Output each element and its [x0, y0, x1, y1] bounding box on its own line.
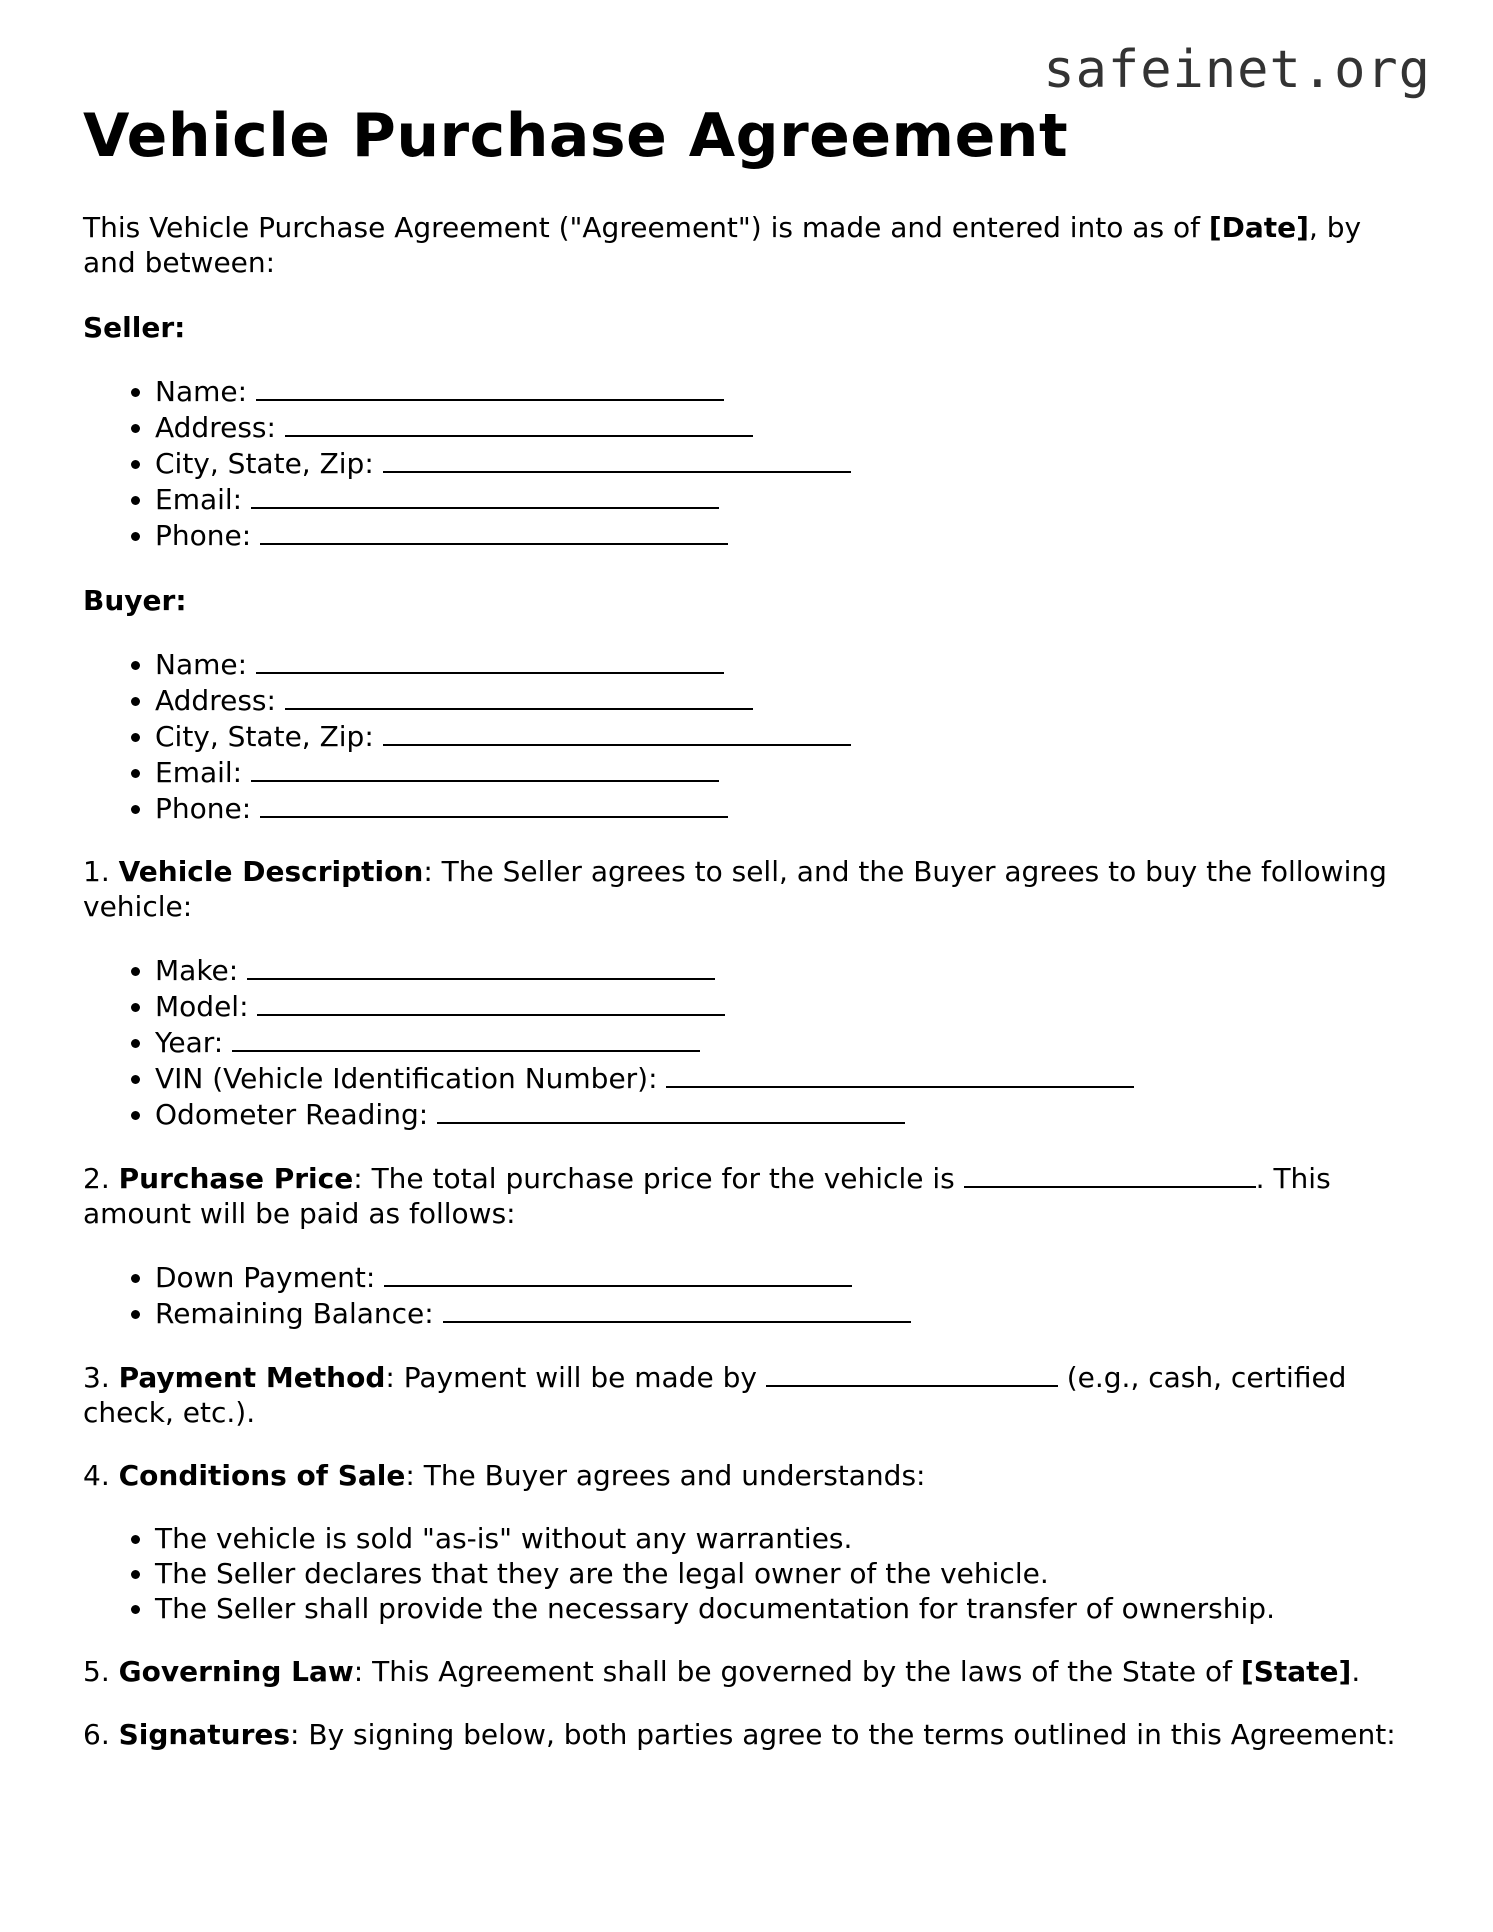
purchase-price-blank[interactable] [964, 1160, 1256, 1188]
payment-fields [83, 1259, 1413, 1331]
section-governing-law: 5. Governing Law: This Agreement shall be governed by the laws of the State of [State]. [83, 1655, 1361, 1688]
seller-name-field: • Name: [155, 373, 1413, 409]
seller-city-state-zip-field: • City, State, Zip: [155, 445, 1413, 481]
model-blank[interactable] [257, 988, 725, 1016]
payment-method-blank[interactable] [766, 1359, 1058, 1387]
down-payment-blank[interactable] [384, 1259, 852, 1287]
section-payment-method: 3. Payment Method: Payment will be made by (e.g., cash, certified check, etc.). [83, 1361, 1347, 1429]
section-conditions-of-sale: 4. Conditions of Sale: The Buyer agrees and understands: [83, 1459, 926, 1492]
page-title: Vehicle Purchase Agreement [83, 101, 1069, 171]
condition-item: • The Seller declares that they are the legal owner of the vehicle. [155, 1556, 1413, 1591]
buyer-email-blank[interactable] [251, 754, 719, 782]
remaining-balance-blank[interactable] [443, 1295, 911, 1323]
year-blank[interactable] [232, 1024, 700, 1052]
section-title: Conditions of Sale [118, 1459, 406, 1492]
vin-blank[interactable] [666, 1060, 1134, 1088]
make-field: • Make: [155, 952, 1413, 988]
odometer-blank[interactable] [437, 1096, 905, 1124]
seller-email-blank[interactable] [251, 481, 719, 509]
state-placeholder: [State] [1240, 1655, 1352, 1688]
seller-name-blank[interactable] [256, 373, 724, 401]
section-purchase-price: 2. Purchase Price: The total purchase price for the vehicle is . This amount will be paid as follows: [83, 1162, 1331, 1230]
intro-text: This Vehicle Purchase Agreement ("Agreement") is made and entered into as of [83, 211, 1209, 244]
buyer-name-field: • Name: [155, 646, 1413, 682]
model-field: • Model: [155, 988, 1413, 1024]
buyer-city-state-zip-field: • City, State, Zip: [155, 718, 1413, 754]
watermark: safeinet.org [1043, 40, 1431, 100]
section-title: Governing Law [118, 1655, 354, 1688]
seller-city-state-zip-blank[interactable] [383, 445, 851, 473]
seller-email-field: • Email: [155, 481, 1413, 517]
seller-phone-blank[interactable] [260, 517, 728, 545]
condition-item: • The vehicle is sold "as-is" without any warranties. [155, 1521, 1413, 1556]
buyer-heading: Buyer: [83, 584, 187, 617]
document-page [83, 100, 1413, 1752]
odometer-field: • Odometer Reading: [155, 1096, 1413, 1132]
date-placeholder: [Date] [1208, 211, 1309, 244]
section-title: Purchase Price [118, 1162, 354, 1195]
intro-rest: , by and between: [83, 211, 1362, 279]
conditions-list [83, 1521, 1413, 1626]
seller-phone-field: • Phone: [155, 517, 1413, 553]
vehicle-fields [83, 952, 1413, 1132]
buyer-phone-blank[interactable] [260, 790, 728, 818]
section-title: Vehicle Description [118, 855, 424, 888]
buyer-fields [83, 646, 1413, 826]
make-blank[interactable] [247, 952, 715, 980]
year-field: • Year: [155, 1024, 1413, 1060]
buyer-city-state-zip-blank[interactable] [383, 718, 851, 746]
seller-address-field: • Address: [155, 409, 1413, 445]
buyer-address-blank[interactable] [285, 682, 753, 710]
remaining-balance-field: • Remaining Balance: [155, 1295, 1413, 1331]
section-title: Signatures [118, 1718, 291, 1751]
buyer-name-blank[interactable] [256, 646, 724, 674]
intro-paragraph [83, 210, 1413, 280]
buyer-phone-field: • Phone: [155, 790, 1413, 826]
buyer-address-field: • Address: [155, 682, 1413, 718]
seller-heading: Seller: [83, 311, 186, 344]
down-payment-field: • Down Payment: [155, 1259, 1413, 1295]
section-title: Payment Method [118, 1361, 386, 1394]
seller-fields [83, 373, 1413, 553]
section-vehicle-description: 1. Vehicle Description: The Seller agrees to sell, and the Buyer agrees to buy the following vehicle: [83, 855, 1387, 923]
buyer-email-field: • Email: [155, 754, 1413, 790]
condition-item: • The Seller shall provide the necessary documentation for transfer of ownership. [155, 1591, 1413, 1626]
vin-field: • VIN (Vehicle Identification Number): [155, 1060, 1413, 1096]
seller-address-blank[interactable] [285, 409, 753, 437]
section-signatures: 6. Signatures: By signing below, both parties agree to the terms outlined in this Agreement: [83, 1718, 1396, 1751]
